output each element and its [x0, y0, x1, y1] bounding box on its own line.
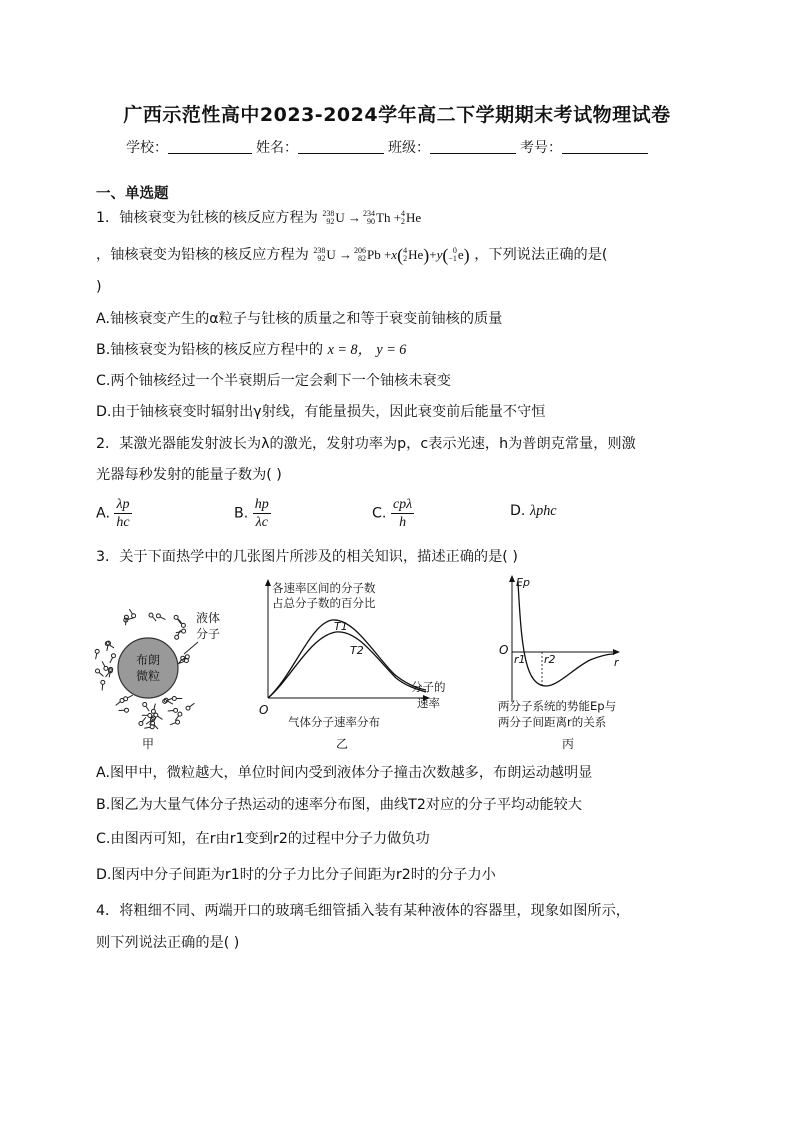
- label-t2: T2: [350, 644, 364, 657]
- school-label: 学校：: [126, 140, 168, 156]
- molecule-velocity-arrow: [168, 701, 173, 704]
- bing-x-arrow: [613, 649, 620, 655]
- yi-ylabel-2: 占总分子数的百分比: [272, 596, 376, 610]
- yi-y-arrow: [265, 579, 271, 586]
- q2-option-d-label: D.: [510, 503, 526, 519]
- q1-equation-2: 238 92 U → 206 82 Pb + x ( 4 2 He ) + y ( 0 −1 e ): [313, 244, 470, 265]
- liquid-molecule: [96, 669, 100, 673]
- exam-no-label: 考号：: [520, 140, 562, 156]
- q1-option-b-x: x = 8，: [327, 342, 372, 358]
- q1-option-b[interactable]: [96, 339, 406, 359]
- liquid-molecule: [156, 614, 160, 618]
- q2-option-b-fraction: $\frac{hp}{\lambda c}$: [254, 497, 269, 530]
- q1-option-c[interactable]: C.两个铀核经过一个半衰期后一定会剩下一个铀核未衰变: [96, 373, 451, 389]
- exam-no-blank[interactable]: [562, 139, 648, 154]
- molecule-velocity-arrow: [102, 661, 105, 666]
- liquid-molecule: [175, 635, 179, 639]
- liquid-molecule: [186, 706, 190, 710]
- class-blank[interactable]: [430, 139, 516, 154]
- q4-line1: 4．将粗细不同、两端开口的玻璃毛细管插入装有某种液体的容器里，现象如图所示，: [96, 903, 630, 919]
- figure-bing-caption: 丙: [561, 737, 575, 751]
- molecule-velocity-arrow: [109, 645, 114, 648]
- liquid-molecule: [104, 666, 108, 670]
- liquid-molecule: [139, 722, 143, 726]
- yi-ylabel-1: 各速率区间的分子数: [272, 581, 376, 595]
- liquid-molecule: [174, 708, 178, 712]
- molecule-velocity-arrow: [178, 630, 181, 635]
- liquid-label-pointer: [184, 642, 198, 654]
- figure-jia-caption: 甲: [141, 737, 155, 751]
- q2-option-b[interactable]: [234, 496, 271, 531]
- bing-y-arrow: [509, 575, 515, 582]
- liquid-label-1: 液体: [196, 611, 221, 625]
- molecule-velocity-arrow: [154, 704, 156, 710]
- figure-yi-caption: 乙: [335, 737, 349, 751]
- brownian-particle: [118, 638, 178, 698]
- q1-line1: [96, 207, 421, 227]
- q2-option-d[interactable]: [510, 503, 557, 520]
- yi-origin: O: [259, 703, 269, 717]
- yi-xlabel-2: 速率: [417, 696, 440, 710]
- liquid-molecule: [120, 699, 124, 703]
- molecule-velocity-arrow: [127, 695, 132, 698]
- q3-option-a[interactable]: A.图甲中，微粒越大，单位时间内受到液体分子撞击次数越多，布朗运动越明显: [96, 765, 593, 781]
- molecule-velocity-arrow: [129, 609, 132, 614]
- q2-option-a-fraction: $\frac{\lambda p}{hc}$: [116, 497, 130, 530]
- molecule-velocity-arrow: [190, 703, 195, 707]
- molecule-velocity-arrow: [152, 617, 156, 622]
- molecule-velocity-arrow: [102, 684, 103, 690]
- q1-line2: [96, 244, 607, 266]
- curve-t2: [268, 632, 426, 698]
- q1-intro: 1．铀核衰变为钍核的核反应方程为: [96, 210, 318, 226]
- q2-option-d-value: λphc: [529, 503, 557, 519]
- yi-xlabel-1: 分子的: [411, 680, 446, 694]
- q3-option-c[interactable]: C.由图丙可知，在r由r1变到r2的过程中分子力做负功: [96, 831, 430, 847]
- q3-option-b[interactable]: B.图乙为大量气体分子热运动的速率分布图，曲线T2对应的分子平均动能较大: [96, 797, 582, 813]
- name-label: 姓名：: [256, 140, 298, 156]
- molecule-velocity-arrow: [160, 617, 165, 620]
- liquid-molecule: [172, 697, 176, 701]
- label-t1: T1: [334, 620, 348, 633]
- q4-line2: 则下列说法正确的是( ): [96, 935, 240, 951]
- liquid-molecule: [154, 713, 158, 717]
- section-heading: 一、单选题: [96, 186, 169, 202]
- q2-option-c-fraction: $\frac{\text{cpλ}}{h}$: [392, 497, 413, 530]
- molecule-velocity-arrow: [110, 658, 113, 663]
- student-info-row: [126, 137, 652, 157]
- bing-r2: r2: [544, 653, 556, 666]
- q2-option-a-label: A.: [96, 505, 110, 522]
- q1-line3: ): [96, 279, 102, 295]
- q2-option-c-label: C.: [372, 505, 387, 522]
- q1-option-a[interactable]: A.铀核衰变产生的α粒子与钍核的质量之和等于衰变前铀核的质量: [96, 311, 503, 327]
- q1-line2-post: ，下列说法正确的是(: [474, 247, 608, 263]
- bing-r1: r1: [514, 653, 526, 666]
- q2-option-c[interactable]: [372, 496, 414, 531]
- molecule-velocity-arrow: [96, 653, 97, 659]
- figure-jia: [92, 600, 240, 760]
- molecule-velocity-arrow: [116, 702, 121, 706]
- q1-equation-1: 238 92 U → 234 90 Th + 4 2 He: [322, 209, 422, 226]
- liquid-label-2: 分子: [196, 627, 221, 641]
- particle-label-1: 布朗: [135, 653, 161, 667]
- liquid-molecule: [185, 655, 189, 659]
- q2-option-a[interactable]: [96, 496, 132, 531]
- molecule-velocity-arrow: [168, 711, 174, 712]
- school-blank[interactable]: [168, 139, 252, 154]
- bing-xlabel: r: [614, 656, 619, 669]
- potential-energy-curve: [518, 582, 614, 686]
- liquid-molecule: [151, 709, 155, 713]
- q1-option-d[interactable]: D.由于铀核衰变时辐射出γ射线，有能量损失，因此衰变前后能量不守恒: [96, 404, 546, 420]
- q2-option-b-label: B.: [234, 505, 249, 522]
- molecule-velocity-arrow: [142, 717, 146, 722]
- q3-option-d[interactable]: D.图丙中分子间距为r1时的分子力比分子间距为r2时的分子力小: [96, 867, 496, 883]
- q1-option-b-text: B.铀核衰变为铅核的核反应方程中的: [96, 342, 324, 358]
- liquid-molecule: [182, 629, 186, 633]
- liquid-molecule: [181, 623, 185, 627]
- particle-label-2: 微粒: [135, 669, 161, 683]
- q1-option-b-y: y = 6: [376, 342, 407, 358]
- yi-subcaption: 气体分子速率分布: [288, 715, 380, 729]
- liquid-molecule: [95, 649, 99, 653]
- q2-line1: 2．某激光器能发射波长为λ的激光，发射功率为p，c表示光速，h为普朗克常量，则激: [96, 436, 636, 452]
- liquid-molecule: [174, 615, 178, 619]
- name-blank[interactable]: [298, 139, 384, 154]
- q3-stem: 3．关于下面热学中的几张图片所涉及的相关知识，描述正确的是( ): [96, 549, 518, 565]
- molecule-velocity-arrow: [170, 723, 176, 725]
- bing-origin: O: [499, 643, 509, 657]
- liquid-molecule: [178, 712, 182, 716]
- liquid-molecule: [148, 714, 152, 718]
- molecule-velocity-arrow: [158, 716, 163, 719]
- liquid-molecule: [125, 708, 129, 712]
- liquid-molecule: [149, 613, 153, 617]
- molecule-velocity-arrow: [144, 727, 150, 728]
- molecule-velocity-arrow: [99, 672, 104, 676]
- bing-ylabel: Ep: [516, 576, 530, 589]
- molecule-velocity-arrow: [146, 706, 149, 711]
- q2-line2: 光器每秒发射的能量子数为( ): [96, 467, 282, 483]
- class-label: 班级：: [388, 140, 430, 156]
- figure-bing: [494, 570, 644, 760]
- molecule-velocity-arrow: [106, 672, 110, 677]
- liquid-molecule: [112, 654, 116, 658]
- bing-desc-2: 两分子间距离r的关系: [498, 715, 607, 729]
- exam-title: 广西示范性高中2023-2024学年高二下学期期末考试物理试卷: [123, 104, 671, 126]
- q1-line2-pre: ，铀核衰变为铅核的核反应方程为: [96, 247, 309, 263]
- liquid-molecule: [132, 614, 136, 618]
- figure-yi: [254, 574, 458, 760]
- molecule-velocity-arrow: [126, 619, 127, 625]
- bing-desc-1: 两分子系统的势能Ep与: [498, 699, 617, 713]
- liquid-molecule: [176, 720, 180, 724]
- liquid-molecule: [101, 680, 105, 684]
